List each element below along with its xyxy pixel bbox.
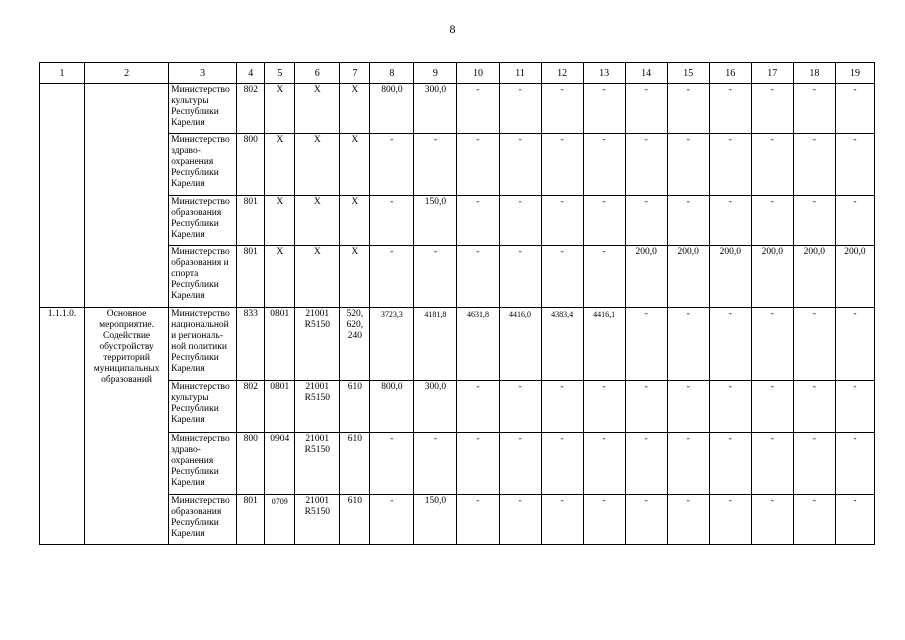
value-col-9: 4181,8 xyxy=(414,308,457,381)
value-col-8: 3723,3 xyxy=(370,308,414,381)
value-col-15: - xyxy=(667,433,709,495)
target-article-code: 21001 R5150 xyxy=(295,381,340,433)
value-col-9: - xyxy=(414,246,457,308)
value-col-11: - xyxy=(499,246,541,308)
value-col-19: - xyxy=(835,381,874,433)
value-col-10: - xyxy=(457,381,499,433)
value-col-15: - xyxy=(667,308,709,381)
value-col-12: - xyxy=(541,495,583,545)
value-col-14: - xyxy=(625,495,667,545)
value-col-18: - xyxy=(793,196,835,246)
value-col-14: - xyxy=(625,308,667,381)
value-col-14: - xyxy=(625,381,667,433)
value-col-19: - xyxy=(835,495,874,545)
expense-type-code: 610 xyxy=(340,381,370,433)
column-header-16: 16 xyxy=(709,63,751,84)
column-header-8: 8 xyxy=(370,63,414,84)
value-col-8: - xyxy=(370,495,414,545)
value-col-19: 200,0 xyxy=(835,246,874,308)
value-col-12: - xyxy=(541,433,583,495)
value-col-17: - xyxy=(751,433,793,495)
value-col-9: - xyxy=(414,134,457,196)
target-article-code: 21001 R5150 xyxy=(295,308,340,381)
responsible-organization: Министерство здраво-охранения Республики Карелия xyxy=(169,433,237,495)
value-col-16: - xyxy=(709,196,751,246)
value-col-16: - xyxy=(709,134,751,196)
value-col-11: - xyxy=(499,134,541,196)
grbs-code: 802 xyxy=(237,84,265,134)
expense-type-code: X xyxy=(340,246,370,308)
value-col-13: - xyxy=(583,495,625,545)
code-cell-empty xyxy=(40,84,85,308)
column-header-5: 5 xyxy=(265,63,295,84)
grbs-code: 801 xyxy=(237,246,265,308)
grbs-code: 800 xyxy=(237,134,265,196)
value-col-8: - xyxy=(370,134,414,196)
value-col-19: - xyxy=(835,196,874,246)
expense-type-code: X xyxy=(340,134,370,196)
value-col-11: - xyxy=(499,433,541,495)
value-col-16: 200,0 xyxy=(709,246,751,308)
target-article-code: 21001 R5150 xyxy=(295,433,340,495)
value-col-18: - xyxy=(793,134,835,196)
column-header-1: 1 xyxy=(40,63,85,84)
value-col-13: 4416,1 xyxy=(583,308,625,381)
value-col-17: - xyxy=(751,134,793,196)
value-col-12: - xyxy=(541,134,583,196)
value-col-14: 200,0 xyxy=(625,246,667,308)
target-article-code: X xyxy=(295,196,340,246)
value-col-17: - xyxy=(751,84,793,134)
column-header-4: 4 xyxy=(237,63,265,84)
value-col-17: - xyxy=(751,495,793,545)
section-code: X xyxy=(265,196,295,246)
value-col-15: - xyxy=(667,495,709,545)
value-col-8: - xyxy=(370,196,414,246)
value-col-8: - xyxy=(370,246,414,308)
table-row xyxy=(40,84,875,134)
value-col-9: 300,0 xyxy=(414,84,457,134)
value-col-18: - xyxy=(793,308,835,381)
value-col-13: - xyxy=(583,246,625,308)
table-row xyxy=(40,308,875,381)
value-col-18: - xyxy=(793,433,835,495)
expense-type-code: 520, 620, 240 xyxy=(340,308,370,381)
value-col-12: - xyxy=(541,246,583,308)
grbs-code: 833 xyxy=(237,308,265,381)
responsible-organization: Министерство культуры Республики Карелия xyxy=(169,84,237,134)
section-code: 0801 xyxy=(265,308,295,381)
activity-name: Основное мероприятие. Содействие обустройству территорий муниципальных образований xyxy=(85,308,169,545)
value-col-11: - xyxy=(499,495,541,545)
value-col-12: - xyxy=(541,381,583,433)
value-col-13: - xyxy=(583,433,625,495)
value-col-14: - xyxy=(625,433,667,495)
column-header-15: 15 xyxy=(667,63,709,84)
value-col-9: 300,0 xyxy=(414,381,457,433)
value-col-18: - xyxy=(793,495,835,545)
column-header-6: 6 xyxy=(295,63,340,84)
value-col-14: - xyxy=(625,196,667,246)
column-header-13: 13 xyxy=(583,63,625,84)
value-col-13: - xyxy=(583,196,625,246)
value-col-15: - xyxy=(667,134,709,196)
value-col-18: - xyxy=(793,381,835,433)
expense-type-code: 610 xyxy=(340,495,370,545)
value-col-15: - xyxy=(667,381,709,433)
value-col-17: - xyxy=(751,381,793,433)
value-col-11: - xyxy=(499,196,541,246)
value-col-10: - xyxy=(457,84,499,134)
expense-type-code: X xyxy=(340,84,370,134)
target-article-code: X xyxy=(295,84,340,134)
value-col-8: - xyxy=(370,433,414,495)
value-col-19: - xyxy=(835,433,874,495)
responsible-organization: Министерство культуры Республики Карелия xyxy=(169,381,237,433)
value-col-13: - xyxy=(583,381,625,433)
activity-code: 1.1.1.0. xyxy=(40,308,85,545)
value-col-19: - xyxy=(835,134,874,196)
value-col-17: - xyxy=(751,196,793,246)
section-code: X xyxy=(265,134,295,196)
value-col-13: - xyxy=(583,84,625,134)
column-header-10: 10 xyxy=(457,63,499,84)
value-col-10: - xyxy=(457,246,499,308)
column-header-12: 12 xyxy=(541,63,583,84)
value-col-8: 800,0 xyxy=(370,381,414,433)
value-col-14: - xyxy=(625,134,667,196)
expense-type-code: 610 xyxy=(340,433,370,495)
grbs-code: 801 xyxy=(237,196,265,246)
column-header-11: 11 xyxy=(499,63,541,84)
section-code: 0709 xyxy=(265,495,295,545)
value-col-12: - xyxy=(541,84,583,134)
grbs-code: 802 xyxy=(237,381,265,433)
value-col-15: - xyxy=(667,84,709,134)
value-col-11: - xyxy=(499,84,541,134)
budget-table xyxy=(39,62,875,545)
responsible-organization: Министерство национальной и региональ-ной политики Республики Карелия xyxy=(169,308,237,381)
value-col-14: - xyxy=(625,84,667,134)
value-col-19: - xyxy=(835,308,874,381)
value-col-18: - xyxy=(793,84,835,134)
responsible-organization: Министерство образования и спорта Республики Карелия xyxy=(169,246,237,308)
value-col-18: 200,0 xyxy=(793,246,835,308)
column-header-2: 2 xyxy=(85,63,169,84)
value-col-12: - xyxy=(541,196,583,246)
value-col-11: 4416,0 xyxy=(499,308,541,381)
value-col-11: - xyxy=(499,381,541,433)
header-row xyxy=(40,63,875,84)
value-col-16: - xyxy=(709,381,751,433)
value-col-9: - xyxy=(414,433,457,495)
name-cell-empty xyxy=(85,84,169,308)
grbs-code: 801 xyxy=(237,495,265,545)
target-article-code: X xyxy=(295,246,340,308)
value-col-9: 150,0 xyxy=(414,196,457,246)
responsible-organization: Министерство образования Республики Карелия xyxy=(169,495,237,545)
grbs-code: 800 xyxy=(237,433,265,495)
value-col-9: 150,0 xyxy=(414,495,457,545)
value-col-15: - xyxy=(667,196,709,246)
column-header-17: 17 xyxy=(751,63,793,84)
value-col-17: 200,0 xyxy=(751,246,793,308)
target-article-code: 21001 R5150 xyxy=(295,495,340,545)
value-col-12: 4383,4 xyxy=(541,308,583,381)
value-col-10: - xyxy=(457,495,499,545)
value-col-17: - xyxy=(751,308,793,381)
value-col-13: - xyxy=(583,134,625,196)
column-header-18: 18 xyxy=(793,63,835,84)
column-header-14: 14 xyxy=(625,63,667,84)
target-article-code: X xyxy=(295,134,340,196)
value-col-10: 4631,8 xyxy=(457,308,499,381)
value-col-16: - xyxy=(709,308,751,381)
column-header-3: 3 xyxy=(169,63,237,84)
responsible-organization: Министерство здраво-охранения Республики Карелия xyxy=(169,134,237,196)
expense-type-code: X xyxy=(340,196,370,246)
value-col-15: 200,0 xyxy=(667,246,709,308)
value-col-19: - xyxy=(835,84,874,134)
value-col-8: 800,0 xyxy=(370,84,414,134)
value-col-10: - xyxy=(457,433,499,495)
value-col-10: - xyxy=(457,196,499,246)
section-code: X xyxy=(265,84,295,134)
section-code: 0801 xyxy=(265,381,295,433)
section-code: 0904 xyxy=(265,433,295,495)
column-header-7: 7 xyxy=(340,63,370,84)
value-col-16: - xyxy=(709,495,751,545)
page-number: 8 xyxy=(449,22,456,36)
value-col-16: - xyxy=(709,84,751,134)
responsible-organization: Министерство образования Республики Карелия xyxy=(169,196,237,246)
section-code: X xyxy=(265,246,295,308)
column-header-9: 9 xyxy=(414,63,457,84)
value-col-16: - xyxy=(709,433,751,495)
column-header-19: 19 xyxy=(835,63,874,84)
value-col-10: - xyxy=(457,134,499,196)
